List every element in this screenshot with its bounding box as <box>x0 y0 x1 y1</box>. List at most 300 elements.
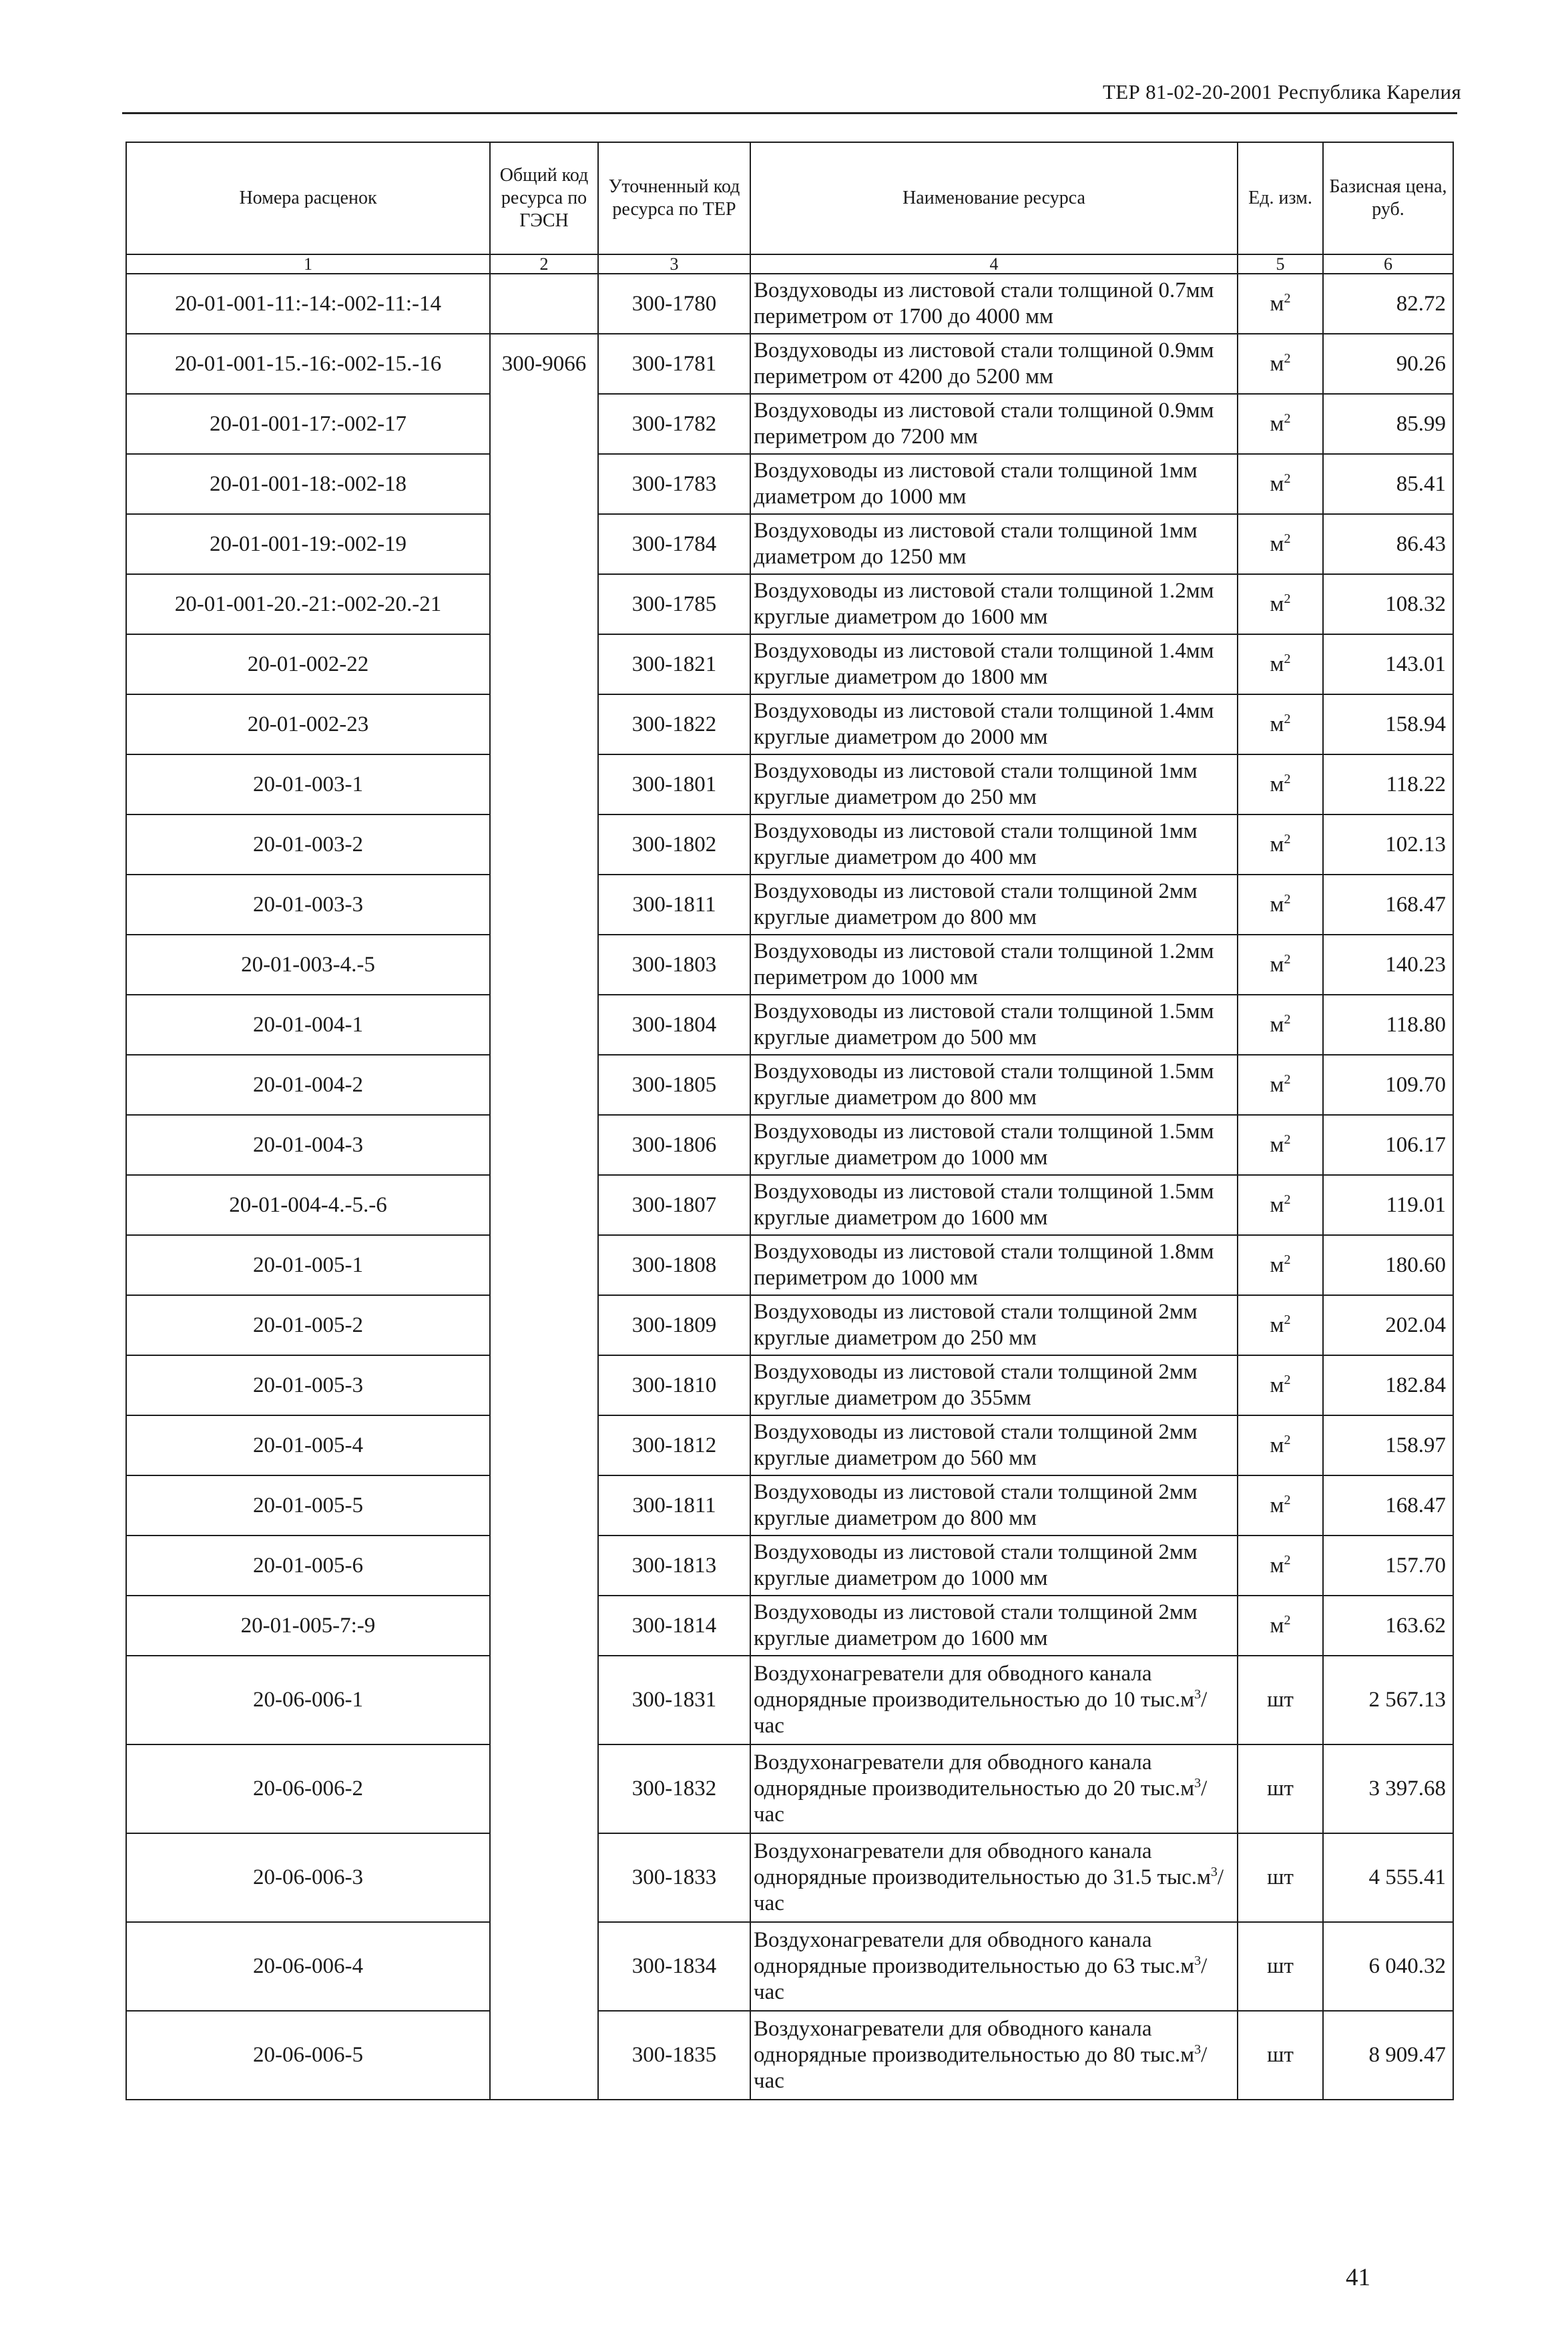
unit-text: м <box>1270 291 1284 316</box>
column-header: Номера расценок <box>126 142 490 254</box>
resource-name-cell <box>750 1295 1238 1355</box>
resource-name-text: Воздуховоды из листовой стали толщиной 1.5мм круглые диаметром до 500 мм <box>754 999 1214 1049</box>
table-row <box>126 1415 1453 1475</box>
resource-name-text: Воздухонагреватели для обводного канала однорядные производительностью до 10 тыс.м <box>754 1662 1195 1712</box>
resource-name-text: Воздуховоды из листовой стали толщиной 2мм круглые диаметром до 1000 мм <box>754 1540 1198 1590</box>
unit-text: м <box>1270 772 1284 796</box>
unit-cell <box>1238 274 1323 334</box>
table-row <box>126 1536 1453 1596</box>
rate-number-cell: 20-01-004-1 <box>126 995 490 1055</box>
square-exponent: 2 <box>1284 1372 1291 1387</box>
square-exponent: 2 <box>1284 831 1291 847</box>
unit-cell <box>1238 1596 1323 1656</box>
table-row <box>126 1355 1453 1415</box>
ter-code-cell: 300-1810 <box>598 1355 750 1415</box>
resource-name-text: Воздуховоды из листовой стали толщиной 1мм диаметром до 1250 мм <box>754 519 1198 569</box>
resource-name-cell <box>750 394 1238 454</box>
resource-name-text: Воздуховоды из листовой стали толщиной 2мм круглые диаметром до 800 мм <box>754 1480 1198 1530</box>
table-row <box>126 694 1453 754</box>
gesn-code-cell <box>490 935 598 995</box>
gesn-code-cell <box>490 875 598 935</box>
unit-text: шт <box>1267 1688 1294 1712</box>
unit-cell <box>1238 1656 1323 1744</box>
resource-name-cell <box>750 1596 1238 1656</box>
base-price-cell: 86.43 <box>1323 514 1453 574</box>
square-exponent: 2 <box>1284 1432 1291 1447</box>
unit-text: м <box>1270 1493 1284 1517</box>
base-price-cell: 143.01 <box>1323 634 1453 694</box>
unit-text: м <box>1270 892 1284 917</box>
square-exponent: 2 <box>1284 1552 1291 1568</box>
resource-name-text: Воздуховоды из листовой стали толщиной 1.5мм круглые диаметром до 1000 мм <box>754 1120 1214 1170</box>
table-row <box>126 454 1453 514</box>
per-hour-suffix: /час <box>754 1954 1208 2004</box>
resource-name-cell <box>750 454 1238 514</box>
ter-code-cell: 300-1821 <box>598 634 750 694</box>
ter-code-cell: 300-1812 <box>598 1415 750 1475</box>
unit-cell <box>1238 1175 1323 1235</box>
ter-code-cell: 300-1813 <box>598 1536 750 1596</box>
unit-cell <box>1238 875 1323 935</box>
resource-name-text: Воздухонагреватели для обводного канала однорядные производительностью до 63 тыс.м <box>754 1928 1195 1978</box>
square-exponent: 2 <box>1284 1612 1291 1628</box>
gesn-code-cell <box>490 454 598 514</box>
column-header: Общий код ресурса по ГЭСН <box>490 142 598 254</box>
square-exponent: 2 <box>1284 1492 1291 1507</box>
cubic-exponent: 3 <box>1194 1953 1202 1968</box>
gesn-code-cell <box>490 2011 598 2100</box>
rate-number-cell: 20-01-001-18:-002-18 <box>126 454 490 514</box>
rate-number-cell: 20-06-006-4 <box>126 1922 490 2011</box>
unit-cell <box>1238 1055 1323 1115</box>
square-exponent: 2 <box>1284 1011 1291 1027</box>
rate-number-cell: 20-06-006-5 <box>126 2011 490 2100</box>
gesn-code-cell <box>490 274 598 334</box>
resource-name-cell <box>750 1656 1238 1744</box>
resource-name-cell <box>750 574 1238 634</box>
resource-name-text: Воздухонагреватели для обводного канала однорядные производительностью до 31.5 тыс.м <box>754 1839 1211 1889</box>
unit-text: м <box>1270 952 1284 977</box>
gesn-code-cell <box>490 1475 598 1536</box>
rate-number-cell: 20-01-004-2 <box>126 1055 490 1115</box>
table-row <box>126 1656 1453 1744</box>
unit-cell <box>1238 2011 1323 2100</box>
base-price-cell: 4 555.41 <box>1323 1833 1453 1922</box>
resource-name-cell <box>750 1536 1238 1596</box>
table-row <box>126 814 1453 875</box>
resource-name-cell <box>750 1175 1238 1235</box>
rate-number-cell: 20-06-006-2 <box>126 1744 490 1833</box>
resource-name-text: Воздуховоды из листовой стали толщиной 0.7мм периметром от 1700 до 4000 мм <box>754 278 1214 328</box>
rate-number-cell: 20-01-005-1 <box>126 1235 490 1295</box>
resource-name-cell <box>750 754 1238 814</box>
resource-name-text: Воздуховоды из листовой стали толщиной 2мм круглые диаметром до 355мм <box>754 1360 1198 1410</box>
base-price-cell: 2 567.13 <box>1323 1656 1453 1744</box>
table-row <box>126 394 1453 454</box>
square-exponent: 2 <box>1284 531 1291 546</box>
column-number: 4 <box>750 254 1238 274</box>
gesn-code-cell <box>490 394 598 454</box>
resource-name-text: Воздухонагреватели для обводного канала однорядные производительностью до 80 тыс.м <box>754 2017 1195 2067</box>
resource-name-cell <box>750 1235 1238 1295</box>
unit-cell <box>1238 1922 1323 2011</box>
resource-name-text: Воздуховоды из листовой стали толщиной 2мм круглые диаметром до 800 мм <box>754 879 1198 929</box>
unit-text: шт <box>1267 1865 1294 1889</box>
resource-name-text: Воздуховоды из листовой стали толщиной 1.5мм круглые диаметром до 800 мм <box>754 1060 1214 1110</box>
resource-name-cell <box>750 814 1238 875</box>
unit-cell <box>1238 995 1323 1055</box>
table-row <box>126 995 1453 1055</box>
ter-code-cell: 300-1835 <box>598 2011 750 2100</box>
rate-number-cell: 20-01-005-6 <box>126 1536 490 1596</box>
column-number: 6 <box>1323 254 1453 274</box>
table-row <box>126 1922 1453 2011</box>
gesn-code-cell <box>490 754 598 814</box>
unit-cell <box>1238 1833 1323 1922</box>
resource-name-text: Воздуховоды из листовой стали толщиной 1.4мм круглые диаметром до 2000 мм <box>754 699 1214 749</box>
column-number: 3 <box>598 254 750 274</box>
column-header: Уточненный код ресурса по ТЕР <box>598 142 750 254</box>
base-price-cell: 3 397.68 <box>1323 1744 1453 1833</box>
square-exponent: 2 <box>1284 951 1291 967</box>
unit-text: м <box>1270 1252 1284 1277</box>
square-exponent: 2 <box>1284 711 1291 726</box>
unit-text: м <box>1270 531 1284 556</box>
table-row <box>126 1596 1453 1656</box>
rate-number-cell: 20-01-003-4.-5 <box>126 935 490 995</box>
ter-code-cell: 300-1834 <box>598 1922 750 2011</box>
ter-code-cell: 300-1784 <box>598 514 750 574</box>
rate-number-cell: 20-01-004-3 <box>126 1115 490 1175</box>
per-hour-suffix: /час <box>754 1777 1208 1827</box>
unit-text: м <box>1270 1012 1284 1037</box>
square-exponent: 2 <box>1284 350 1291 366</box>
base-price-cell: 168.47 <box>1323 875 1453 935</box>
resource-name-cell <box>750 1115 1238 1175</box>
resource-name-cell <box>750 1475 1238 1536</box>
square-exponent: 2 <box>1284 1192 1291 1207</box>
unit-cell <box>1238 394 1323 454</box>
unit-cell <box>1238 454 1323 514</box>
base-price-cell: 202.04 <box>1323 1295 1453 1355</box>
square-exponent: 2 <box>1284 1312 1291 1327</box>
unit-text: м <box>1270 1132 1284 1157</box>
resource-name-text: Воздуховоды из листовой стали толщиной 1.2мм круглые диаметром до 1600 мм <box>754 579 1214 629</box>
resource-name-text: Воздуховоды из листовой стали толщиной 0.9мм периметром до 7200 мм <box>754 399 1214 449</box>
unit-cell <box>1238 1235 1323 1295</box>
unit-text: м <box>1270 712 1284 736</box>
ter-code-cell: 300-1801 <box>598 754 750 814</box>
unit-cell <box>1238 754 1323 814</box>
resource-name-text: Воздуховоды из листовой стали толщиной 2мм круглые диаметром до 250 мм <box>754 1300 1198 1350</box>
resource-name-text: Воздуховоды из листовой стали толщиной 1.8мм периметром до 1000 мм <box>754 1240 1214 1290</box>
resource-name-cell <box>750 875 1238 935</box>
table-row <box>126 1235 1453 1295</box>
square-exponent: 2 <box>1284 290 1291 306</box>
square-exponent: 2 <box>1284 471 1291 486</box>
square-exponent: 2 <box>1284 1252 1291 1267</box>
gesn-code-cell <box>490 1536 598 1596</box>
unit-cell <box>1238 1355 1323 1415</box>
gesn-code-cell <box>490 1175 598 1235</box>
resource-name-cell <box>750 1833 1238 1922</box>
gesn-code-cell <box>490 514 598 574</box>
base-price-cell: 108.32 <box>1323 574 1453 634</box>
unit-text: шт <box>1267 2043 1294 2067</box>
unit-cell <box>1238 634 1323 694</box>
unit-text: м <box>1270 471 1284 496</box>
gesn-code-cell <box>490 1055 598 1115</box>
base-price-cell: 82.72 <box>1323 274 1453 334</box>
rate-number-cell: 20-01-004-4.-5.-6 <box>126 1175 490 1235</box>
gesn-code-cell <box>490 1833 598 1922</box>
table-row <box>126 1055 1453 1115</box>
gesn-code-cell <box>490 694 598 754</box>
base-price-cell: 119.01 <box>1323 1175 1453 1235</box>
unit-text: м <box>1270 592 1284 616</box>
ter-code-cell: 300-1822 <box>598 694 750 754</box>
rate-number-cell: 20-01-003-2 <box>126 814 490 875</box>
ter-code-cell: 300-1811 <box>598 1475 750 1536</box>
gesn-code-cell <box>490 1656 598 1744</box>
ter-code-cell: 300-1802 <box>598 814 750 875</box>
square-exponent: 2 <box>1284 1132 1291 1147</box>
unit-text: м <box>1270 1433 1284 1457</box>
ter-code-cell: 300-1780 <box>598 274 750 334</box>
unit-text: шт <box>1267 1954 1294 1978</box>
rate-number-cell: 20-01-005-4 <box>126 1415 490 1475</box>
base-price-cell: 8 909.47 <box>1323 2011 1453 2100</box>
table-row <box>126 875 1453 935</box>
gesn-code-cell <box>490 1295 598 1355</box>
unit-text: м <box>1270 1553 1284 1578</box>
rate-number-cell: 20-06-006-1 <box>126 1656 490 1744</box>
column-header: Ед. изм. <box>1238 142 1323 254</box>
gesn-code-cell <box>490 1415 598 1475</box>
rate-number-cell: 20-01-001-20.-21:-002-20.-21 <box>126 574 490 634</box>
gesn-code-cell: 300-9066 <box>490 334 598 394</box>
base-price-cell: 157.70 <box>1323 1536 1453 1596</box>
ter-code-cell: 300-1809 <box>598 1295 750 1355</box>
cubic-exponent: 3 <box>1194 1687 1202 1702</box>
rate-number-cell: 20-01-005-3 <box>126 1355 490 1415</box>
base-price-cell: 85.41 <box>1323 454 1453 514</box>
table-header-row <box>126 142 1453 254</box>
ter-code-cell: 300-1811 <box>598 875 750 935</box>
resource-name-cell <box>750 935 1238 995</box>
table-row <box>126 1475 1453 1536</box>
base-price-cell: 140.23 <box>1323 935 1453 995</box>
unit-cell <box>1238 814 1323 875</box>
unit-text: м <box>1270 411 1284 436</box>
unit-text: м <box>1270 1192 1284 1217</box>
square-exponent: 2 <box>1284 1072 1291 1087</box>
ter-code-cell: 300-1808 <box>598 1235 750 1295</box>
base-price-cell: 118.22 <box>1323 754 1453 814</box>
base-price-cell: 106.17 <box>1323 1115 1453 1175</box>
rate-number-cell: 20-01-003-1 <box>126 754 490 814</box>
column-number: 5 <box>1238 254 1323 274</box>
resource-name-cell <box>750 334 1238 394</box>
base-price-cell: 158.94 <box>1323 694 1453 754</box>
ter-code-cell: 300-1781 <box>598 334 750 394</box>
unit-cell <box>1238 1115 1323 1175</box>
unit-cell <box>1238 574 1323 634</box>
ter-code-cell: 300-1782 <box>598 394 750 454</box>
column-number: 2 <box>490 254 598 274</box>
base-price-cell: 6 040.32 <box>1323 1922 1453 2011</box>
resource-name-cell <box>750 1744 1238 1833</box>
resource-price-table <box>125 142 1454 2100</box>
gesn-code-cell <box>490 634 598 694</box>
unit-cell <box>1238 1295 1323 1355</box>
resource-name-text: Воздуховоды из листовой стали толщиной 2мм круглые диаметром до 560 мм <box>754 1420 1198 1470</box>
resource-name-cell <box>750 274 1238 334</box>
ter-code-cell: 300-1806 <box>598 1115 750 1175</box>
ter-code-cell: 300-1783 <box>598 454 750 514</box>
square-exponent: 2 <box>1284 651 1291 666</box>
base-price-cell: 85.99 <box>1323 394 1453 454</box>
unit-cell <box>1238 514 1323 574</box>
unit-text: м <box>1270 1072 1284 1097</box>
resource-name-cell <box>750 694 1238 754</box>
table-row <box>126 2011 1453 2100</box>
unit-text: м <box>1270 351 1284 376</box>
resource-name-cell <box>750 1415 1238 1475</box>
unit-cell <box>1238 1475 1323 1536</box>
gesn-code-cell <box>490 574 598 634</box>
square-exponent: 2 <box>1284 891 1291 907</box>
resource-name-text: Воздуховоды из листовой стали толщиной 0.9мм периметром от 4200 до 5200 мм <box>754 338 1214 389</box>
cubic-exponent: 3 <box>1210 1865 1218 1879</box>
gesn-code-cell <box>490 814 598 875</box>
resource-name-text: Воздуховоды из листовой стали толщиной 1.2мм периметром до 1000 мм <box>754 939 1214 989</box>
unit-cell <box>1238 1744 1323 1833</box>
rate-number-cell: 20-01-001-17:-002-17 <box>126 394 490 454</box>
resource-name-cell <box>750 1055 1238 1115</box>
unit-cell <box>1238 334 1323 394</box>
per-hour-suffix: /час <box>754 1688 1208 1738</box>
square-exponent: 2 <box>1284 411 1291 426</box>
square-exponent: 2 <box>1284 591 1291 606</box>
unit-cell <box>1238 1536 1323 1596</box>
unit-cell <box>1238 1415 1323 1475</box>
rate-number-cell: 20-01-002-23 <box>126 694 490 754</box>
resource-name-text: Воздуховоды из листовой стали толщиной 1мм круглые диаметром до 250 мм <box>754 759 1198 809</box>
gesn-code-cell <box>490 1355 598 1415</box>
unit-text: м <box>1270 1313 1284 1337</box>
table-row <box>126 1115 1453 1175</box>
rate-number-cell: 20-01-001-11:-14:-002-11:-14 <box>126 274 490 334</box>
base-price-cell: 168.47 <box>1323 1475 1453 1536</box>
resource-name-cell <box>750 634 1238 694</box>
cubic-exponent: 3 <box>1194 2042 1202 2057</box>
table-row <box>126 574 1453 634</box>
base-price-cell: 90.26 <box>1323 334 1453 394</box>
table-row <box>126 754 1453 814</box>
resource-name-text: Воздуховоды из листовой стали толщиной 1мм диаметром до 1000 мм <box>754 459 1198 509</box>
column-number: 1 <box>126 254 490 274</box>
unit-text: м <box>1270 652 1284 676</box>
unit-cell <box>1238 935 1323 995</box>
rate-number-cell: 20-01-001-19:-002-19 <box>126 514 490 574</box>
resource-name-cell <box>750 1355 1238 1415</box>
base-price-cell: 118.80 <box>1323 995 1453 1055</box>
base-price-cell: 102.13 <box>1323 814 1453 875</box>
table-row <box>126 1833 1453 1922</box>
unit-text: м <box>1270 832 1284 857</box>
table-row <box>126 1175 1453 1235</box>
table-row <box>126 935 1453 995</box>
rate-number-cell: 20-01-005-2 <box>126 1295 490 1355</box>
cubic-exponent: 3 <box>1194 1776 1202 1791</box>
ter-code-cell: 300-1833 <box>598 1833 750 1922</box>
resource-name-cell <box>750 1922 1238 2011</box>
gesn-code-cell <box>490 1115 598 1175</box>
unit-text: шт <box>1267 1777 1294 1801</box>
resource-name-text: Воздуховоды из листовой стали толщиной 1мм круглые диаметром до 400 мм <box>754 819 1198 869</box>
ter-code-cell: 300-1805 <box>598 1055 750 1115</box>
table-row <box>126 634 1453 694</box>
rate-number-cell: 20-01-003-3 <box>126 875 490 935</box>
resource-name-text: Воздухонагреватели для обводного канала однорядные производительностью до 20 тыс.м <box>754 1750 1195 1801</box>
per-hour-suffix: /час <box>754 1865 1224 1915</box>
resource-name-text: Воздуховоды из листовой стали толщиной 1.5мм круглые диаметром до 1600 мм <box>754 1180 1214 1230</box>
square-exponent: 2 <box>1284 771 1291 786</box>
rate-number-cell: 20-01-005-7:-9 <box>126 1596 490 1656</box>
resource-name-cell <box>750 2011 1238 2100</box>
unit-text: м <box>1270 1373 1284 1397</box>
base-price-cell: 182.84 <box>1323 1355 1453 1415</box>
ter-code-cell: 300-1803 <box>598 935 750 995</box>
column-number-row <box>126 254 1453 274</box>
rate-number-cell: 20-06-006-3 <box>126 1833 490 1922</box>
rate-number-cell: 20-01-001-15.-16:-002-15.-16 <box>126 334 490 394</box>
table-row <box>126 274 1453 334</box>
gesn-code-cell <box>490 1922 598 2011</box>
table-row <box>126 334 1453 394</box>
ter-code-cell: 300-1785 <box>598 574 750 634</box>
unit-cell <box>1238 694 1323 754</box>
resource-name-text: Воздуховоды из листовой стали толщиной 2мм круглые диаметром до 1600 мм <box>754 1600 1198 1650</box>
ter-code-cell: 300-1831 <box>598 1656 750 1744</box>
gesn-code-cell <box>490 1235 598 1295</box>
resource-name-text: Воздуховоды из листовой стали толщиной 1.4мм круглые диаметром до 1800 мм <box>754 639 1214 689</box>
per-hour-suffix: /час <box>754 2043 1208 2093</box>
resource-name-cell <box>750 995 1238 1055</box>
base-price-cell: 158.97 <box>1323 1415 1453 1475</box>
base-price-cell: 163.62 <box>1323 1596 1453 1656</box>
ter-code-cell: 300-1832 <box>598 1744 750 1833</box>
base-price-cell: 180.60 <box>1323 1235 1453 1295</box>
table-row <box>126 514 1453 574</box>
base-price-cell: 109.70 <box>1323 1055 1453 1115</box>
unit-text: м <box>1270 1613 1284 1638</box>
table-row <box>126 1744 1453 1833</box>
gesn-code-cell <box>490 1744 598 1833</box>
page-number: 41 <box>1346 2264 1370 2291</box>
running-header: ТЕР 81-02-20-2001 Республика Карелия <box>1103 80 1461 103</box>
rate-number-cell: 20-01-005-5 <box>126 1475 490 1536</box>
resource-name-cell <box>750 514 1238 574</box>
column-header: Наименование ресурса <box>750 142 1238 254</box>
ter-code-cell: 300-1814 <box>598 1596 750 1656</box>
gesn-code-cell <box>490 1596 598 1656</box>
column-header: Базисная цена, руб. <box>1323 142 1453 254</box>
header-divider <box>122 112 1457 114</box>
ter-code-cell: 300-1804 <box>598 995 750 1055</box>
rate-number-cell: 20-01-002-22 <box>126 634 490 694</box>
